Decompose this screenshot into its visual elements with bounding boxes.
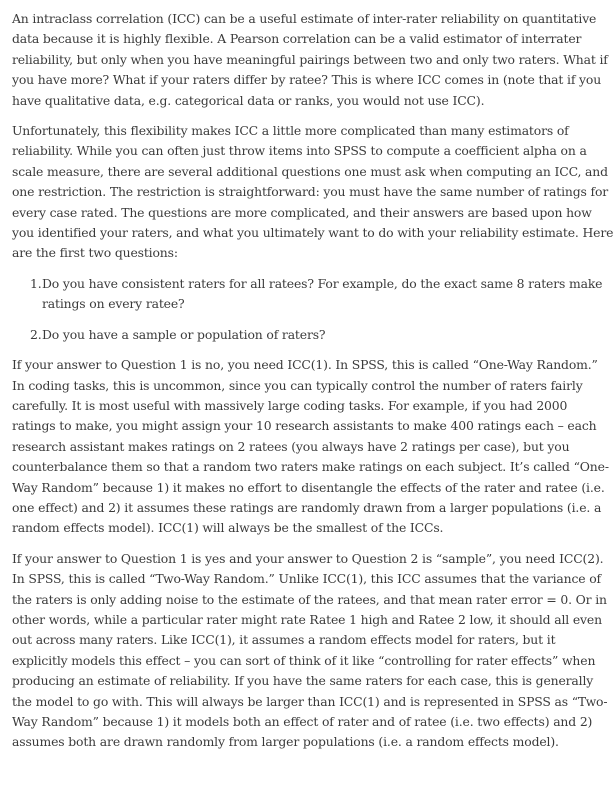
list-item-text: Do you have consistent raters for all ratees? For example, do the exact same 8 raters make ratings on every ratee? [42, 275, 603, 312]
list-item [30, 325, 614, 345]
list-item [30, 274, 614, 315]
paragraph-intro: An intraclass correlation (ICC) can be a useful estimate of inter-rater reliability on quantitative data because it is highly flexible. A Pearson correlation can be a valid estimator of interrater reliability, but only when you have meaningful pairings between two and only two raters. What if you have more? What if your raters differ by ratee? This is where ICC comes in (note that if you have qualitative data, e.g. categorical data or ranks, you would not use ICC). [12, 11, 608, 108]
questions-list [12, 274, 614, 345]
list-item-text: Do you have a sample or population of raters? [42, 326, 326, 342]
paragraph-flexibility: Unfortunately, this flexibility makes ICC a little more complicated than many estimators of reliability. While you can often just throw items into SPSS to compute a coefficient alpha on a scale measure, there are several additional questions one must ask when computing an ICC, and one restriction. The restriction is straightforward: you must have the same number of ratings for every case rated. The questions are more complicated, and their answers are based upon how you identified your raters, and what you ultimately want to do with your reliability estimate. Here are the first two questions: [12, 123, 614, 261]
list-item-number: 2. [30, 326, 42, 342]
paragraph-icc1: If your answer to Question 1 is no, you need ICC(1). In SPSS, this is called “One-Way Random.” In coding tasks, this is uncommon, since you can typically control the number of raters fairly carefully. It is most useful with massively large coding tasks. For example, if you had 2000 ratings to make, you might assign your 10 research assistants to make 400 ratings each – each research assistant makes ratings on 2 ratees (you always have 2 ratings per case), but you counterbalance them so that a random two raters make ratings on each subject. It’s called “One-Way Random” because 1) it makes no effort to disentangle the effects of the rater and ratee (i.e. one effect) and 2) it assumes these ratings are randomly drawn from a larger populations (i.e. a random effects model). ICC(1) will always be the smallest of the ICCs. [12, 357, 609, 536]
article-body [12, 9, 614, 763]
paragraph-icc2: If your answer to Question 1 is yes and your answer to Question 2 is “sample”, you need ICC(2). In SPSS, this is called “Two-Way Random.” Unlike ICC(1), this ICC assumes that the variance of the raters is only adding noise to the estimate of the ratees, and that mean rater error = 0. Or in other words, while a particular rater might rate Ratee 1 high and Ratee 2 low, it should all even out across many raters. Like ICC(1), it assumes a random effects model for raters, but it explicitly models this effect – you can sort of think of it like “controlling for rater effects” when producing an estimate of reliability. If you have the same raters for each case, this is generally the model to go with. This will always be larger than ICC(1) and is represented in SPSS as “Two-Way Random” because 1) it models both an effect of rater and of ratee (i.e. two effects) and 2) assumes both are drawn randomly from larger populations (i.e. a random effects model). [12, 550, 608, 750]
list-item-number: 1. [30, 275, 42, 291]
